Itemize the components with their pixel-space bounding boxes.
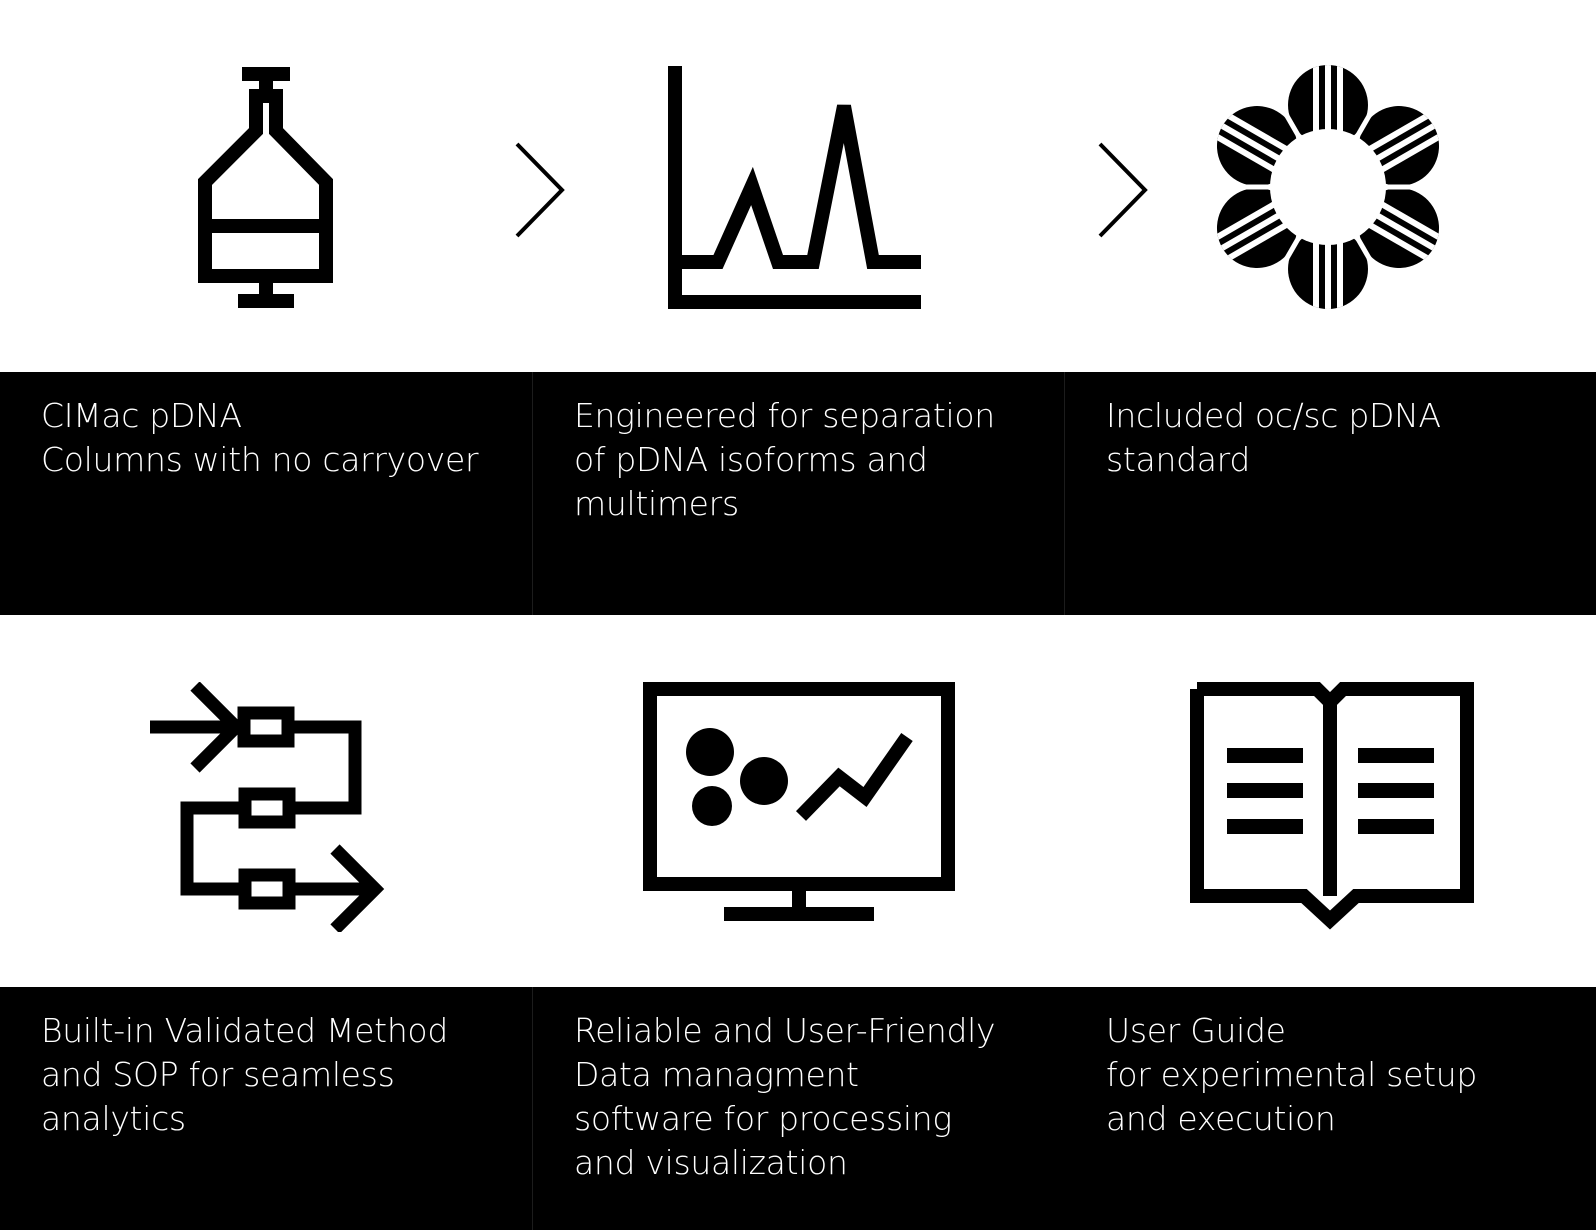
caption-line: Reliable and User-Friendly (574, 1011, 996, 1050)
column-divider (1064, 372, 1065, 615)
bottom-caption-band (0, 987, 1596, 1230)
caption-line: Columns with no carryover (41, 440, 479, 479)
column-divider (532, 372, 533, 615)
caption-line: analytics (41, 1099, 186, 1138)
top-icon-row (0, 0, 1596, 372)
open-book-icon (1190, 682, 1474, 932)
caption-user-guide (1106, 1009, 1477, 1141)
caption-cimac-columns (41, 394, 478, 482)
caption-separation (574, 394, 995, 526)
caption-line: multimers (574, 484, 739, 523)
caption-line: Data managment (574, 1055, 859, 1094)
bottom-icon-row (0, 615, 1596, 987)
column-divider (532, 987, 533, 1230)
caption-line: for experimental setup (1106, 1055, 1477, 1094)
workflow-process-icon (150, 682, 390, 932)
caption-line: of pDNA isoforms and (574, 440, 928, 479)
caption-line: Engineered for separation (574, 396, 995, 435)
caption-standard (1106, 394, 1441, 482)
caption-line: User Guide (1106, 1011, 1286, 1050)
chevron-right-icon (1095, 140, 1155, 240)
monitor-data-icon (643, 682, 955, 932)
top-caption-band (0, 372, 1596, 615)
circular-dna-plasmid-icon (1208, 62, 1448, 312)
caption-line: and SOP for seamless (41, 1055, 395, 1094)
caption-line: standard (1106, 440, 1250, 479)
caption-line: Built-in Validated Method (41, 1011, 448, 1050)
caption-line: CIMac pDNA (41, 396, 242, 435)
chromatogram-peaks-icon (668, 66, 928, 316)
caption-line: software for processing (574, 1099, 952, 1138)
caption-line: and visualization (574, 1143, 848, 1182)
chevron-right-icon (512, 140, 572, 240)
caption-line: Included oc/sc pDNA (1106, 396, 1441, 435)
caption-line: and execution (1106, 1099, 1336, 1138)
caption-validated-method (41, 1009, 448, 1141)
chromatography-column-icon (190, 66, 340, 316)
caption-software (574, 1009, 995, 1185)
